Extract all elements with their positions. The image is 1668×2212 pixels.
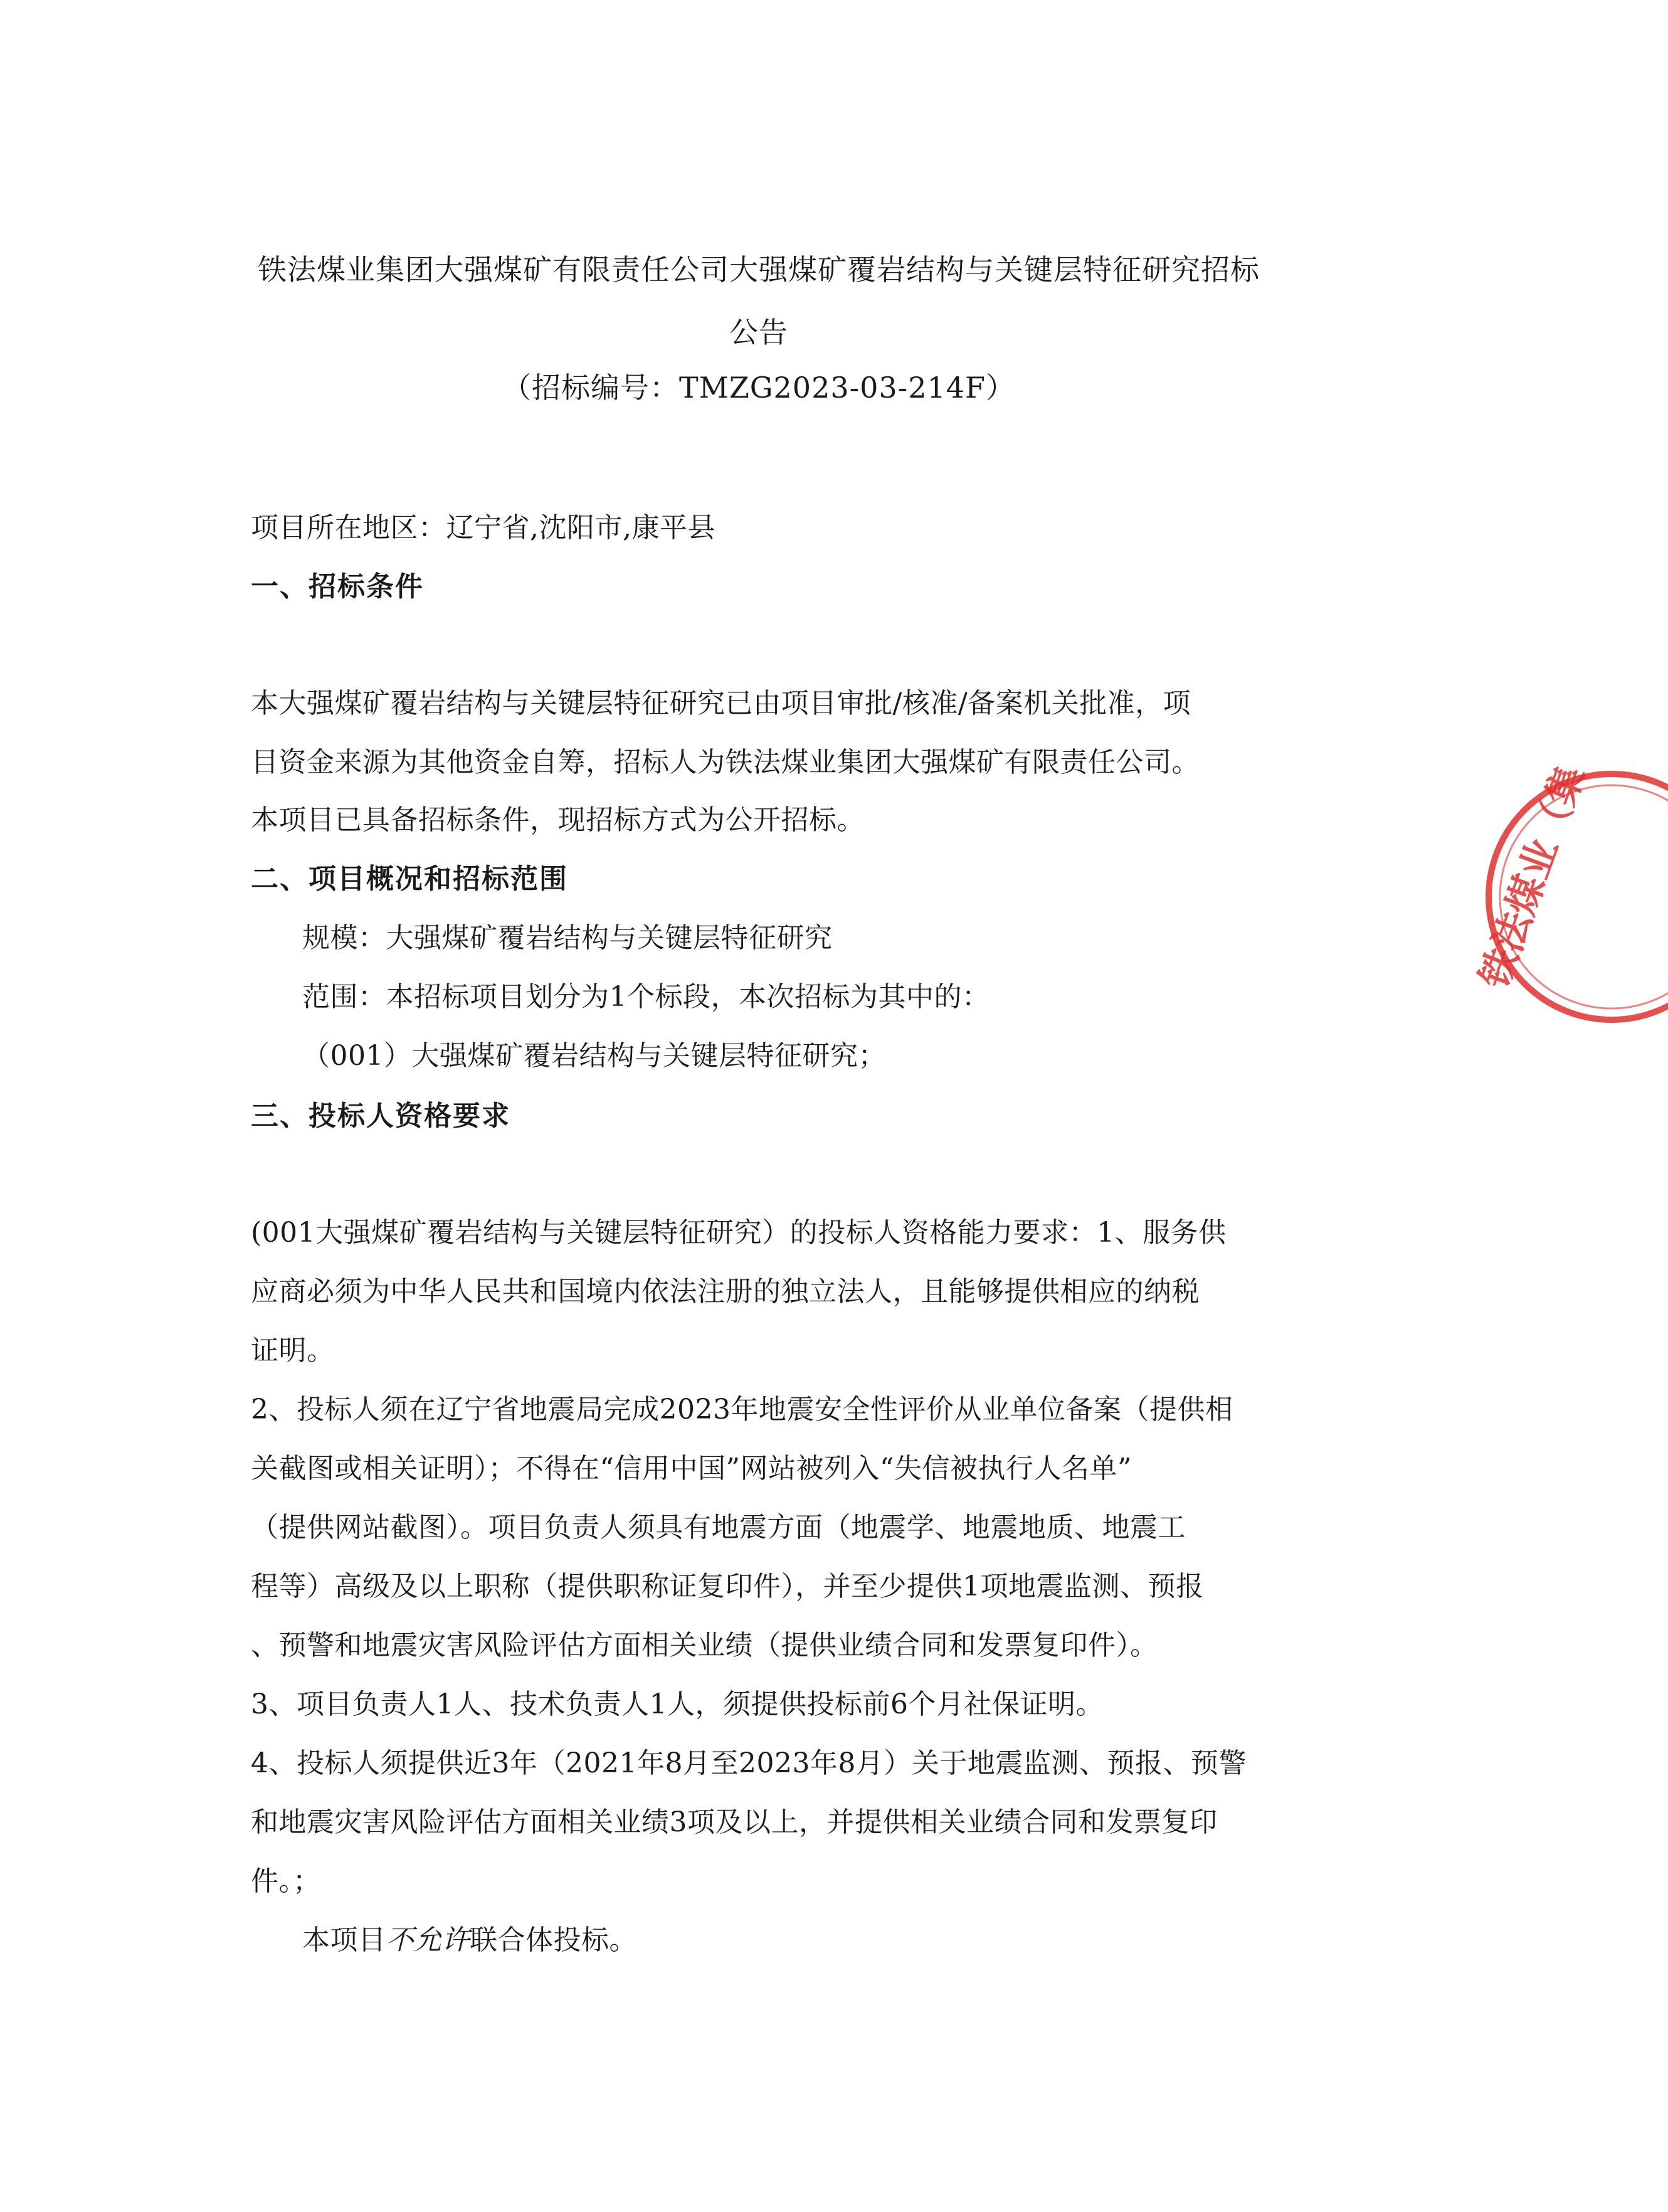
document-title-line1: 铁法煤业集团大强煤矿有限责任公司大强煤矿覆岩结构与关键层特征研究招标: [258, 253, 1260, 287]
paragraph-line: 证明。: [251, 1335, 335, 1367]
paragraph-line: 目资金来源为其他资金自筹，招标人为铁法煤业集团大强煤矿有限责任公司。: [251, 746, 1200, 778]
seal-text: 铁法煤业（集: [1470, 759, 1594, 995]
consortium-prefix: 本项目: [302, 1924, 386, 1956]
paragraph-line: (001大强煤矿覆岩结构与关键层特征研究）的投标人资格能力要求：1、服务供: [251, 1217, 1227, 1249]
paragraph-line: 2、投标人须在辽宁省地震局完成2023年地震安全性评价从业单位备案（提供相: [251, 1394, 1233, 1426]
section-heading-project-overview: 二、项目概况和招标范围: [251, 863, 568, 895]
section-heading-bid-conditions: 一、招标条件: [251, 571, 424, 603]
paragraph-line: 4、投标人须提供近3年（2021年8月至2023年8月）关于地震监测、预报、预警: [251, 1747, 1247, 1779]
paragraph-line: （提供网站截图）。项目负责人须具有地震方面（地震学、地震地质、地震工: [251, 1511, 1186, 1543]
project-scope: 范围：本招标项目划分为1个标段，本次招标为其中的：: [302, 981, 990, 1013]
paragraph-line: 关截图或相关证明）；不得在“信用中国”网站被列入“失信被执行人名单”: [251, 1453, 1132, 1484]
project-scale: 规模：大强煤矿覆岩结构与关键层特征研究: [302, 922, 833, 954]
bid-number: （招标编号：TMZG2023-03-214F）: [502, 371, 1015, 405]
project-lot: （001）大强煤矿覆岩结构与关键层特征研究；: [302, 1040, 886, 1072]
paragraph-line: 、预警和地震灾害风险评估方面相关业绩（提供业绩合同和发票复印件）。: [251, 1629, 1158, 1661]
paragraph-line: 本大强煤矿覆岩结构与关键层特征研究已由项目审批/核准/备案机关批准，项: [251, 687, 1191, 719]
consortium-suffix: 联合体投标。: [470, 1924, 637, 1956]
document-title-line2: 公告: [729, 315, 788, 349]
paragraph-line: 本项目已具备招标条件，现招标方式为公开招标。: [251, 804, 865, 836]
section-heading-qualifications: 三、投标人资格要求: [251, 1100, 510, 1132]
paragraph-line: 应商必须为中华人民共和国境内依法注册的独立法人，且能够提供相应的纳税: [251, 1276, 1200, 1308]
project-location: 项目所在地区：辽宁省,沈阳市,康平县: [251, 512, 715, 544]
consortium-not-allowed: 不允许: [386, 1924, 470, 1956]
paragraph-line: 件。；: [251, 1865, 321, 1897]
consortium-statement: [302, 1922, 637, 1959]
paragraph-line: 3、项目负责人1人、技术负责人1人，须提供投标前6个月社保证明。: [251, 1688, 1104, 1720]
paragraph-line: 程等）高级及以上职称（提供职称证复印件），并至少提供1项地震监测、预报: [251, 1570, 1204, 1602]
paragraph-line: 和地震灾害风险评估方面相关业绩3项及以上，并提供相关业绩合同和发票复印: [251, 1806, 1218, 1838]
company-seal-stamp: [1470, 759, 1668, 1029]
